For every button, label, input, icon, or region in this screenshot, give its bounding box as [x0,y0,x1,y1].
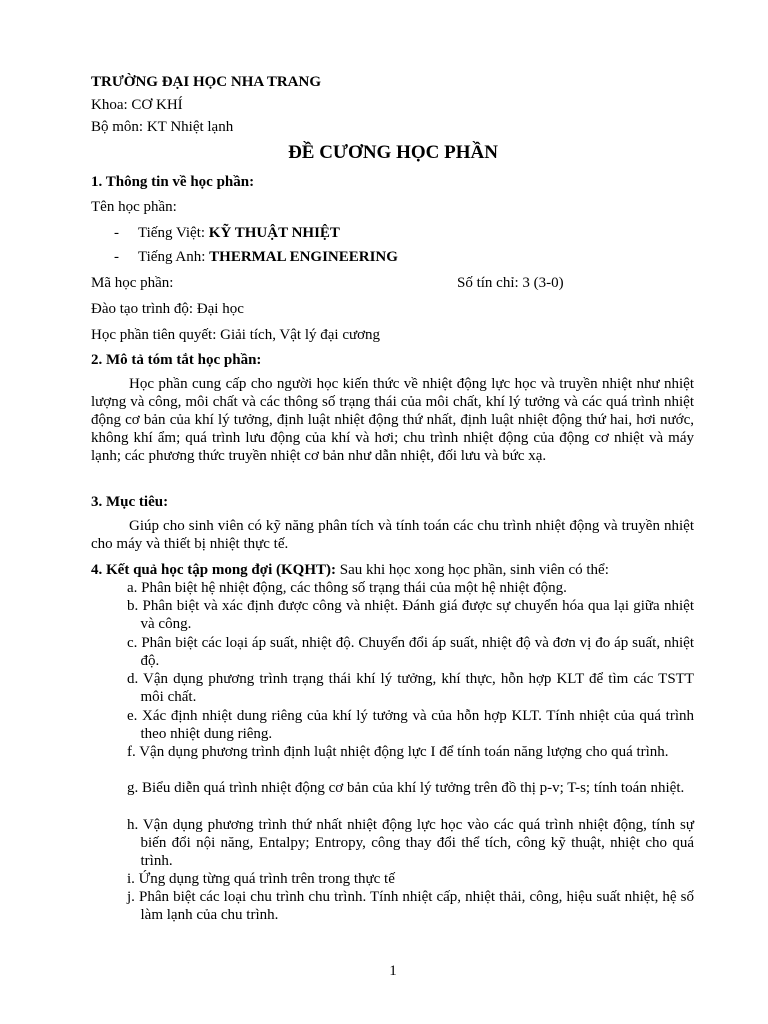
course-code-label: Mã học phần: [91,275,174,291]
section4-heading: 4. Kết quả học tập mong đợi (KQHT): [91,562,336,578]
outcome-item-a: a. Phân biệt hệ nhiệt động, các thông số trạng thái của một hệ nhiệt động. [127,580,567,596]
outcome-item-j: j. Phân biệt các loại chu trình chu trình. Tính nhiệt cấp, nhiệt thải, công, hiệu suất nhiệt, hệ số làm lạnh của chu trình. [127,889,694,923]
department-line: Bộ môn: KT Nhiệt lạnh [91,119,234,135]
section3-heading: 3. Mục tiêu: [91,494,169,510]
section4-intro: Sau khi học xong học phần, sinh viên có thể: [336,562,609,578]
english-name-value: THERMAL ENGINEERING [209,249,398,265]
outcome-item-b: b. Phân biệt và xác định được công và nhiệt. Đánh giá được sự chuyển hóa qua lại giữa nhiệt và công. [127,598,694,632]
english-name-row [138,248,398,266]
prerequisites: Học phần tiên quyết: Giải tích, Vật lý đại cương [91,327,381,343]
section4-heading-row [91,561,609,579]
vietnamese-name-label: Tiếng Việt: [138,225,209,241]
outcome-item-g: g. Biểu diễn quá trình nhiệt động cơ bản của khí lý tưởng trên đồ thị p-v; T-s; tính toán nhiệt. [127,780,685,796]
english-name-label: Tiếng Anh: [138,249,210,265]
credits-line: Số tín chỉ: 3 (3-0) [457,275,564,291]
outcome-item-f: f. Vận dụng phương trình định luật nhiệt động lực I để tính toán năng lượng cho quá trình. [127,744,669,760]
course-name-label: Tên học phần: [91,199,177,215]
outcome-item-i: i. Ứng dụng từng quá trình trên trong thực tế [127,871,395,887]
section1-heading: 1. Thông tin về học phần: [91,174,255,190]
vietnamese-name-row [138,224,340,242]
document-title: ĐỀ CƯƠNG HỌC PHẦN [288,142,498,163]
bullet-dash: - [114,225,119,241]
faculty-line: Khoa: CƠ KHÍ [91,97,183,113]
bullet-dash: - [114,249,119,265]
training-level: Đào tạo trình độ: Đại học [91,301,244,317]
vietnamese-name-value: KỸ THUẬT NHIỆT [208,225,340,241]
section2-description: Học phần cung cấp cho người học kiến thức về nhiệt động lực học và truyền nhiệt như nhiệt lượng và công, môi chất và các thông số trạng thái của môi chất, khí lý tưởng và các quá trình nhiệt động cơ bản của khí lý tưởng, định luật nhiệt động thứ nhất, định luật nhiệt động thứ hai, hơi nước, không khí ẩm; quá trình lưu động của khí và hơi; chu trình nhiệt động của động cơ nhiệt và máy lạnh; các phương thức truyền nhiệt cơ bản như dẫn nhiệt, đối lưu và bức xạ. [91,376,694,464]
section3-objective: Giúp cho sinh viên có kỹ năng phân tích và tính toán các chu trình nhiệt động và truyền nhiệt cho máy và thiết bị nhiệt thực tế. [91,518,694,552]
outcome-item-d: d. Vận dụng phương trình trạng thái khí lý tưởng, khí thực, hỗn hợp KLT để tìm các TSTT môi chất. [127,671,694,705]
university-name: TRƯỜNG ĐẠI HỌC NHA TRANG [91,74,322,90]
outcome-item-c: c. Phân biệt các loại áp suất, nhiệt độ. Chuyển đổi áp suất, nhiệt độ và đơn vị đo áp suất, nhiệt độ. [127,635,694,669]
outcome-item-h: h. Vận dụng phương trình thứ nhất nhiệt động lực học vào các quá trình nhiệt động, tính sự biến đổi nội năng, Entalpy; Entropy, công thay đổi thể tích, công kỹ thuật, nhiệt cho quá trình. [127,817,694,869]
page-number: 1 [389,963,397,979]
section2-heading: 2. Mô tả tóm tắt học phần: [91,352,262,368]
outcome-item-e: e. Xác định nhiệt dung riêng của khí lý tưởng và của hỗn hợp KLT. Tính nhiệt của quá trình theo nhiệt dung riêng. [127,708,694,742]
